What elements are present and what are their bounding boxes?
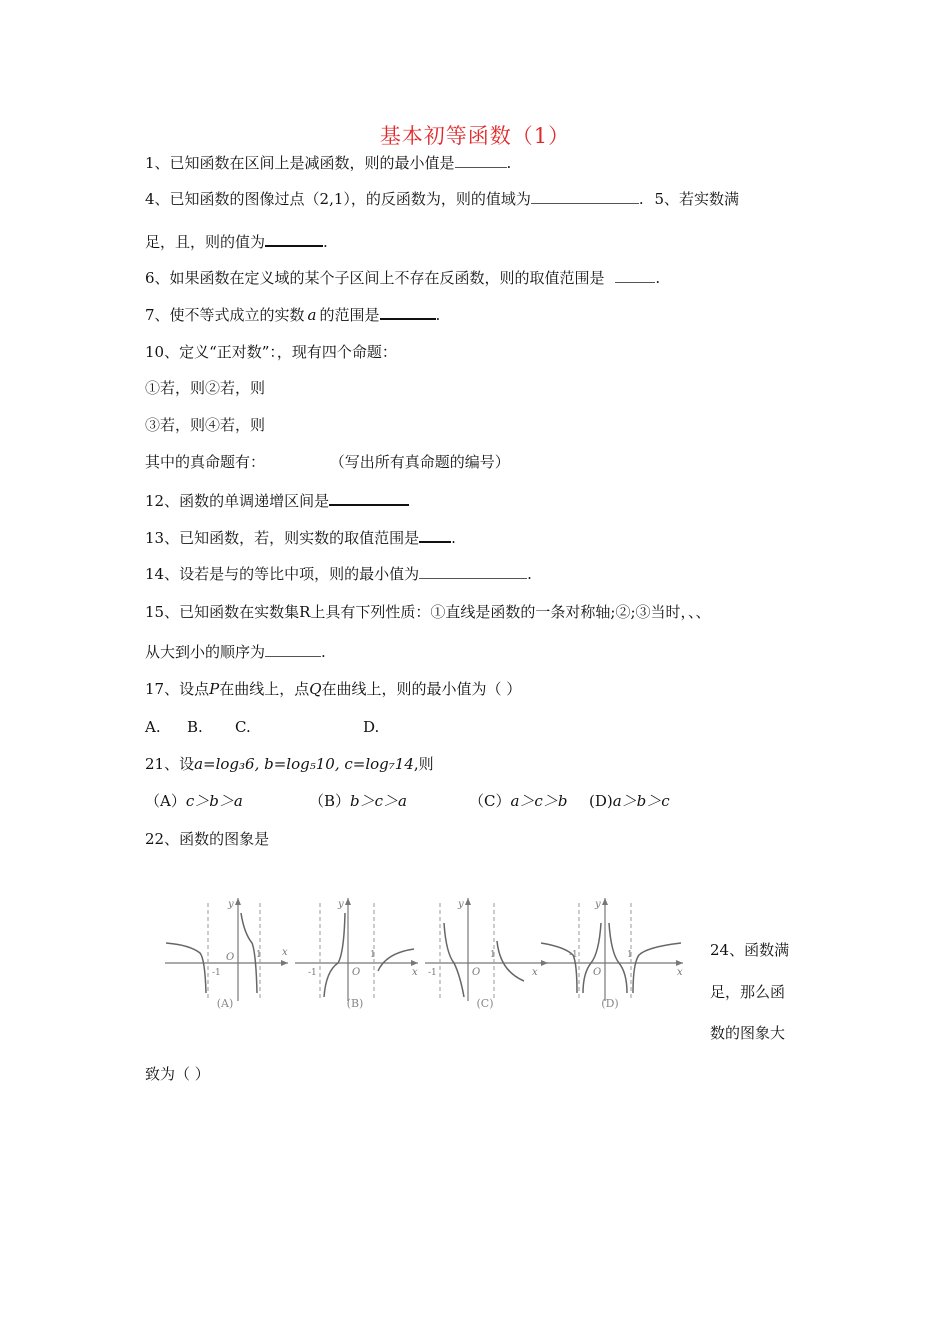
answer-blank [380, 304, 436, 320]
answer-blank [419, 527, 451, 543]
question-21-options [145, 791, 670, 811]
punctuation: . [435, 306, 441, 324]
svg-text:y: y [595, 899, 601, 910]
question-5-text: 足，且，则的值为 [145, 233, 266, 251]
question-21 [145, 754, 434, 774]
graph-b-plot [290, 893, 420, 1003]
option-b: （B）b＞c＞a [309, 792, 407, 810]
answer-blank [265, 231, 323, 247]
graph-a [160, 893, 290, 1018]
question-15 [145, 602, 711, 622]
punctuation: . [506, 154, 512, 172]
punctuation: . [655, 269, 661, 287]
question-10-statements-1: ①若，则②若，则 [145, 379, 266, 397]
svg-text:1: 1 [627, 950, 633, 960]
question-13-text: 13、已知函数，若，则实数的取值范围是 [145, 529, 420, 547]
point-p: P [209, 680, 220, 698]
svg-text:O: O [472, 967, 481, 978]
question-10-statements-2: ③若，则④若，则 [145, 416, 266, 434]
question-21-text: 21、设 [145, 755, 195, 773]
question-1-text: 1、已知函数在区间上是减函数，则的最小值是 [145, 154, 455, 172]
option-a: A. [145, 718, 161, 736]
svg-text:y: y [458, 899, 464, 910]
option-b: B. [187, 718, 203, 736]
svg-text:x: x [282, 947, 288, 958]
question-14 [145, 564, 532, 584]
svg-text:1: 1 [370, 950, 376, 960]
question-6-text: 6、如果函数在定义域的某个子区间上不存在反函数，则的取值范围是 [145, 269, 605, 287]
svg-text:x: x [677, 967, 683, 978]
question-4 [145, 189, 739, 209]
graph-a-label: (A) [216, 997, 234, 1010]
svg-text:1: 1 [256, 950, 262, 960]
question-7 [145, 304, 440, 325]
option-c: C. [235, 718, 251, 736]
point-q: Q [309, 680, 322, 698]
punctuation: . [451, 529, 456, 547]
svg-text:O: O [593, 967, 602, 978]
question-21-expression: a=log₃6, b=log₅10, c=log₇14 [194, 755, 414, 773]
question-22-text: 22、函数的图象是 [145, 830, 270, 848]
graph-b [290, 893, 420, 1018]
question-7-text: 7、使不等式成立的实数 [145, 306, 305, 324]
variable-a: a [307, 306, 317, 324]
question-1 [145, 153, 511, 173]
question-5 [145, 231, 328, 252]
question-17 [145, 679, 521, 699]
svg-text:y: y [228, 899, 234, 910]
svg-text:-1: -1 [428, 968, 437, 978]
svg-text:O: O [352, 967, 361, 978]
answer-blank [419, 564, 527, 579]
svg-text:-1: -1 [212, 968, 221, 978]
question-7-text-2: 的范围是 [319, 306, 380, 324]
question-24-line-1: 24、函数满 [710, 941, 790, 959]
question-21-text-end: ,则 [413, 755, 434, 773]
question-24-line-2: 足，那么函 [710, 983, 786, 1001]
function-graphs-figure [160, 893, 690, 1023]
svg-text:y: y [338, 899, 344, 910]
svg-text:O: O [226, 952, 235, 963]
question-17-options [145, 717, 379, 737]
svg-text:-1: -1 [308, 968, 317, 978]
graph-a-plot [160, 893, 290, 1003]
page-title: 基本初等函数（1） [379, 124, 571, 148]
option-a: （A）c＞b＞a [145, 792, 243, 810]
answer-blank [455, 153, 507, 168]
graph-d-plot [535, 893, 685, 1003]
question-24-end: 致为（ ） [145, 1065, 210, 1083]
question-12-text: 12、函数的单调递增区间是 [145, 492, 330, 510]
question-10-text: 10、定义“正对数”：，现有四个命题： [145, 343, 397, 361]
question-15-text: 15、已知函数在实数集R上具有下列性质：①直线是函数的一条对称轴;②;③当时，、、 [145, 603, 711, 621]
graph-b-label: (B) [346, 997, 364, 1010]
question-10 [145, 342, 397, 362]
answer-blank [615, 268, 655, 283]
question-13 [145, 527, 456, 548]
question-6 [145, 268, 660, 288]
question-15-cont [145, 642, 326, 662]
graph-d-label: (D) [601, 997, 619, 1010]
question-15-text-2: 从大到小的顺序为 [145, 643, 266, 661]
graph-c-label: (C) [476, 997, 494, 1010]
question-10-hint: （写出所有真命题的编号） [329, 453, 510, 471]
punctuation: . [323, 233, 328, 251]
punctuation: . [638, 190, 649, 208]
question-17-text-3: 在曲线上，则的最小值为（ ） [321, 680, 522, 698]
question-5-start: 5、若实数满 [654, 190, 739, 208]
question-10-answer-line [145, 452, 510, 472]
punctuation: . [321, 643, 326, 661]
question-22 [145, 829, 269, 849]
option-d: (D)a＞b＞c [589, 792, 670, 810]
option-c: （C）a＞c＞b [469, 792, 568, 810]
question-17-text: 17、设点 [145, 680, 210, 698]
answer-blank [329, 490, 409, 506]
question-24-line-3: 数的图象大 [710, 1024, 786, 1042]
question-10-answer-label: 其中的真命题有： [145, 453, 266, 471]
option-d: D. [363, 718, 380, 736]
answer-blank [265, 642, 321, 657]
question-4-text: 4、已知函数的图像过点（2,1），的反函数为，则的值域为 [145, 190, 531, 208]
question-14-text: 14、设若是与的等比中项，则的最小值为 [145, 565, 420, 583]
answer-blank [531, 189, 639, 204]
svg-text:x: x [532, 967, 538, 978]
question-17-text-2: 在曲线上，点 [219, 680, 310, 698]
graph-d [535, 893, 685, 1018]
question-12 [145, 490, 409, 511]
svg-text:-1: -1 [569, 950, 578, 960]
graph-c-plot [420, 893, 550, 1003]
graph-c [420, 893, 550, 1018]
punctuation: . [527, 565, 532, 583]
svg-text:x: x [412, 967, 418, 978]
svg-text:1: 1 [490, 950, 496, 960]
